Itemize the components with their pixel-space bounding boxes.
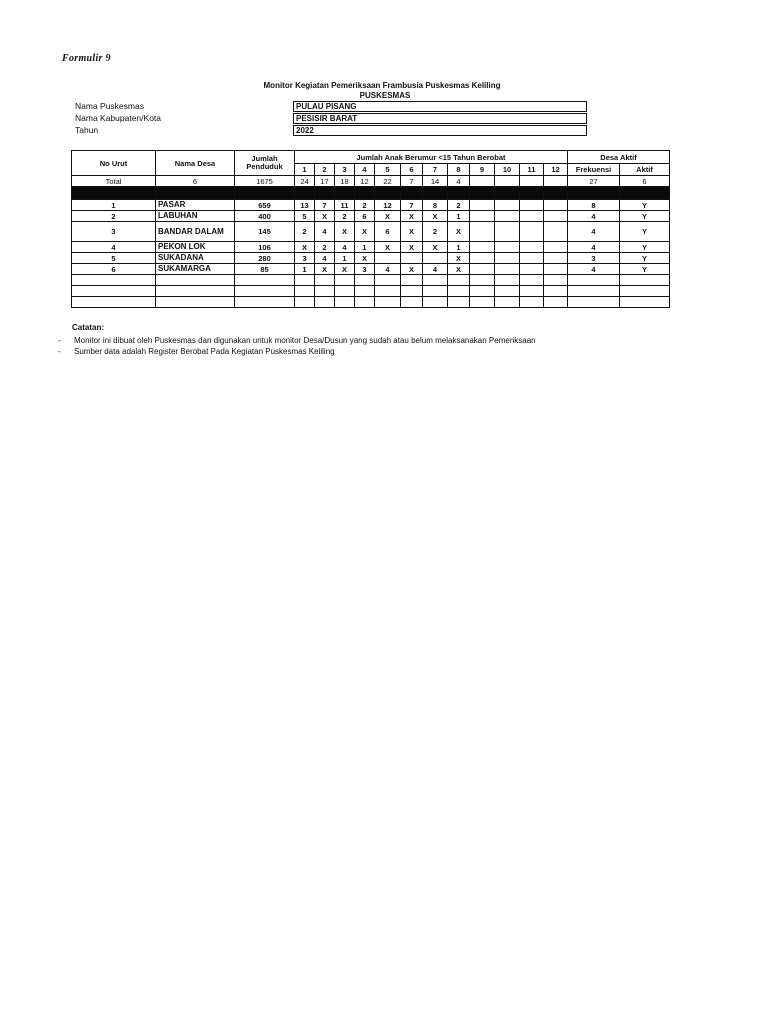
row-desa: PASAR: [156, 200, 235, 211]
total-month-11: [520, 176, 544, 187]
row-frekuensi: 8: [568, 200, 620, 211]
total-month-3: 18: [335, 176, 355, 187]
header-month-10: 10: [495, 164, 520, 176]
row-month-3: 11: [335, 200, 355, 211]
row-frekuensi: 3: [568, 253, 620, 264]
separator-cell: [235, 187, 295, 200]
total-month-12: [544, 176, 568, 187]
row-month-9: [470, 242, 495, 253]
row-month-9: [470, 200, 495, 211]
empty-cell: [620, 286, 670, 297]
row-desa: SUKADANA: [156, 253, 235, 264]
row-month-1: 5: [295, 211, 315, 222]
total-month-2: 17: [315, 176, 335, 187]
header-month-5: 5: [375, 164, 401, 176]
row-month-2: X: [315, 211, 335, 222]
row-penduduk: 145: [235, 222, 295, 242]
separator-cell: [423, 187, 448, 200]
row-month-2: 2: [315, 242, 335, 253]
row-aktif: Y: [620, 222, 670, 242]
row-month-6: [401, 253, 423, 264]
row-no: 6: [72, 264, 156, 275]
empty-cell: [355, 286, 375, 297]
document-title: Monitor Kegiatan Pemeriksaan Frambusia Puskesmas Keliling: [263, 81, 501, 90]
empty-row: [72, 275, 670, 286]
empty-cell: [495, 275, 520, 286]
note-text-2: Sumber data adalah Register Berobat Pada Kegiatan Puskesmas Keliling: [74, 347, 335, 356]
row-month-9: [470, 253, 495, 264]
empty-cell: [470, 275, 495, 286]
empty-cell: [520, 297, 544, 308]
row-month-9: [470, 222, 495, 242]
row-desa: BANDAR DALAM: [156, 222, 235, 242]
row-month-3: X: [335, 264, 355, 275]
row-month-3: 2: [335, 211, 355, 222]
total-aktif: 6: [620, 176, 670, 187]
total-penduduk: 1675: [235, 176, 295, 187]
empty-cell: [156, 275, 235, 286]
separator-cell: [448, 187, 470, 200]
separator-cell: [295, 187, 315, 200]
empty-cell: [401, 297, 423, 308]
empty-cell: [568, 297, 620, 308]
empty-cell: [355, 297, 375, 308]
total-desa: 6: [156, 176, 235, 187]
row-month-2: 7: [315, 200, 335, 211]
header-month-3: 3: [335, 164, 355, 176]
empty-cell: [448, 275, 470, 286]
separator-cell: [355, 187, 375, 200]
total-month-6: 7: [401, 176, 423, 187]
empty-cell: [495, 297, 520, 308]
row-month-9: [470, 264, 495, 275]
row-month-5: [375, 253, 401, 264]
table-row: [72, 200, 670, 211]
empty-cell: [495, 286, 520, 297]
header-aktif: Aktif: [620, 164, 670, 176]
row-month-7: [423, 253, 448, 264]
table-row: [72, 264, 670, 275]
total-frekuensi: 27: [568, 176, 620, 187]
row-month-9: [470, 211, 495, 222]
empty-cell: [520, 286, 544, 297]
row-month-7: 4: [423, 264, 448, 275]
row-month-6: X: [401, 222, 423, 242]
row-no: 4: [72, 242, 156, 253]
row-penduduk: 280: [235, 253, 295, 264]
empty-cell: [568, 286, 620, 297]
row-month-12: [544, 253, 568, 264]
empty-cell: [568, 275, 620, 286]
empty-cell: [315, 275, 335, 286]
row-month-12: [544, 264, 568, 275]
header-month-6: 6: [401, 164, 423, 176]
row-aktif: Y: [620, 211, 670, 222]
info-value-tahun: 2022: [293, 125, 587, 136]
row-month-5: X: [375, 211, 401, 222]
separator-cell: [620, 187, 670, 200]
separator-cell: [568, 187, 620, 200]
total-month-9: [470, 176, 495, 187]
row-frekuensi: 4: [568, 264, 620, 275]
row-month-1: 2: [295, 222, 315, 242]
notes-heading: Catatan:: [72, 323, 105, 332]
row-month-3: 4: [335, 242, 355, 253]
row-month-2: 4: [315, 222, 335, 242]
empty-cell: [295, 275, 315, 286]
empty-cell: [448, 286, 470, 297]
empty-row: [72, 297, 670, 308]
row-month-6: X: [401, 211, 423, 222]
separator-cell: [375, 187, 401, 200]
row-no: 3: [72, 222, 156, 242]
row-month-2: X: [315, 264, 335, 275]
info-value-puskesmas: PULAU PISANG: [293, 101, 587, 112]
empty-cell: [335, 297, 355, 308]
empty-cell: [401, 286, 423, 297]
total-month-7: 14: [423, 176, 448, 187]
row-no: 1: [72, 200, 156, 211]
row-month-10: [495, 264, 520, 275]
note-line-2: - Sumber data adalah Register Berobat Pada Kegiatan Puskesmas Keliling: [58, 347, 335, 356]
header-nama-desa: Nama Desa: [156, 151, 235, 176]
header-month-11: 11: [520, 164, 544, 176]
info-label-kabupaten: Nama Kabupaten/Kota: [75, 113, 162, 123]
header-jumlah-anak: Jumlah Anak Berumur <15 Tahun Berobat: [295, 151, 568, 164]
row-month-6: 7: [401, 200, 423, 211]
row-month-12: [544, 222, 568, 242]
empty-cell: [335, 286, 355, 297]
header-no-urut: No Urut: [72, 151, 156, 176]
row-penduduk: 400: [235, 211, 295, 222]
row-desa: LABUHAN: [156, 211, 235, 222]
row-frekuensi: 4: [568, 242, 620, 253]
separator-cell: [544, 187, 568, 200]
separator-cell: [156, 187, 235, 200]
empty-cell: [544, 275, 568, 286]
empty-cell: [620, 275, 670, 286]
row-desa: SUKAMARGA: [156, 264, 235, 275]
header-jumlah-penduduk: Jumlah Penduduk: [235, 151, 295, 176]
separator-cell: [401, 187, 423, 200]
row-aktif: Y: [620, 253, 670, 264]
row-month-8: 1: [448, 211, 470, 222]
empty-cell: [235, 297, 295, 308]
row-month-3: 1: [335, 253, 355, 264]
note-line-1: - Monitor ini dibuat oleh Puskesmas dan digunakan untuk monitor Desa/Dusun yang sudah atau belum melaksanakan Pemeriksaan: [58, 336, 536, 345]
empty-cell: [375, 286, 401, 297]
row-month-4: 6: [355, 211, 375, 222]
header-month-8: 8: [448, 164, 470, 176]
row-month-11: [520, 242, 544, 253]
document-subtitle: PUSKESMAS: [359, 91, 411, 100]
table-row: [72, 242, 670, 253]
empty-cell: [315, 286, 335, 297]
row-month-12: [544, 211, 568, 222]
row-no: 5: [72, 253, 156, 264]
empty-cell: [355, 275, 375, 286]
header-month-7: 7: [423, 164, 448, 176]
empty-cell: [448, 297, 470, 308]
row-aktif: Y: [620, 242, 670, 253]
row-month-4: X: [355, 253, 375, 264]
row-month-6: X: [401, 242, 423, 253]
empty-cell: [470, 297, 495, 308]
empty-cell: [156, 286, 235, 297]
info-label-tahun: Tahun: [75, 125, 99, 135]
empty-cell: [423, 297, 448, 308]
empty-cell: [235, 286, 295, 297]
header-month-4: 4: [355, 164, 375, 176]
row-month-3: X: [335, 222, 355, 242]
empty-cell: [520, 275, 544, 286]
row-month-7: X: [423, 242, 448, 253]
empty-cell: [375, 275, 401, 286]
row-aktif: Y: [620, 200, 670, 211]
monitor-table: [71, 150, 670, 308]
empty-cell: [295, 297, 315, 308]
row-month-11: [520, 211, 544, 222]
empty-cell: [620, 297, 670, 308]
empty-cell: [544, 286, 568, 297]
row-desa: PEKON LOK: [156, 242, 235, 253]
row-month-8: 2: [448, 200, 470, 211]
row-month-8: 1: [448, 242, 470, 253]
empty-cell: [375, 297, 401, 308]
header-desa-aktif: Desa Aktif: [568, 151, 670, 164]
row-month-5: X: [375, 242, 401, 253]
separator-cell: [470, 187, 495, 200]
row-month-6: X: [401, 264, 423, 275]
row-month-4: 2: [355, 200, 375, 211]
empty-cell: [72, 275, 156, 286]
header-month-1: 1: [295, 164, 315, 176]
empty-cell: [470, 286, 495, 297]
info-value-kabupaten: PESISIR BARAT: [293, 113, 587, 124]
separator-cell: [335, 187, 355, 200]
row-month-4: 1: [355, 242, 375, 253]
row-month-10: [495, 200, 520, 211]
table-row: [72, 211, 670, 222]
separator-cell: [520, 187, 544, 200]
header-month-2: 2: [315, 164, 335, 176]
empty-cell: [401, 275, 423, 286]
empty-cell: [423, 286, 448, 297]
row-month-8: X: [448, 264, 470, 275]
empty-cell: [315, 297, 335, 308]
row-frekuensi: 4: [568, 211, 620, 222]
total-month-1: 24: [295, 176, 315, 187]
note-text-1: Monitor ini dibuat oleh Puskesmas dan digunakan untuk monitor Desa/Dusun yang sudah atau belum melaksanakan Pemeriksaan: [74, 336, 536, 345]
table-row: [72, 222, 670, 242]
row-penduduk: 106: [235, 242, 295, 253]
total-label: Total: [72, 176, 156, 187]
header-month-12: 12: [544, 164, 568, 176]
empty-cell: [72, 297, 156, 308]
empty-cell: [423, 275, 448, 286]
total-month-4: 12: [355, 176, 375, 187]
separator-cell: [315, 187, 335, 200]
separator-cell: [72, 187, 156, 200]
empty-cell: [235, 275, 295, 286]
row-month-12: [544, 200, 568, 211]
row-month-10: [495, 242, 520, 253]
row-month-7: X: [423, 211, 448, 222]
empty-cell: [72, 286, 156, 297]
row-penduduk: 85: [235, 264, 295, 275]
row-month-7: 2: [423, 222, 448, 242]
total-month-10: [495, 176, 520, 187]
row-month-10: [495, 222, 520, 242]
row-penduduk: 659: [235, 200, 295, 211]
row-month-11: [520, 200, 544, 211]
header-frekuensi: Frekuensi: [568, 164, 620, 176]
row-month-1: 3: [295, 253, 315, 264]
total-month-5: 22: [375, 176, 401, 187]
row-month-8: X: [448, 253, 470, 264]
row-month-7: 8: [423, 200, 448, 211]
row-month-12: [544, 242, 568, 253]
row-aktif: Y: [620, 264, 670, 275]
info-label-puskesmas: Nama Puskesmas: [75, 101, 144, 111]
separator-cell: [495, 187, 520, 200]
form-number-label: Formulir 9: [62, 53, 111, 64]
row-month-4: 3: [355, 264, 375, 275]
row-month-11: [520, 264, 544, 275]
empty-row: [72, 286, 670, 297]
total-month-8: 4: [448, 176, 470, 187]
row-month-10: [495, 253, 520, 264]
row-month-1: 1: [295, 264, 315, 275]
header-month-9: 9: [470, 164, 495, 176]
empty-cell: [544, 297, 568, 308]
row-month-5: 12: [375, 200, 401, 211]
row-frekuensi: 4: [568, 222, 620, 242]
row-month-8: X: [448, 222, 470, 242]
row-month-10: [495, 211, 520, 222]
row-month-5: 4: [375, 264, 401, 275]
row-month-4: X: [355, 222, 375, 242]
notes-section: [58, 323, 536, 358]
row-month-11: [520, 253, 544, 264]
row-month-1: 13: [295, 200, 315, 211]
row-month-5: 6: [375, 222, 401, 242]
row-month-1: X: [295, 242, 315, 253]
row-month-11: [520, 222, 544, 242]
row-no: 2: [72, 211, 156, 222]
empty-cell: [335, 275, 355, 286]
table-row: [72, 253, 670, 264]
row-month-2: 4: [315, 253, 335, 264]
empty-cell: [156, 297, 235, 308]
empty-cell: [295, 286, 315, 297]
